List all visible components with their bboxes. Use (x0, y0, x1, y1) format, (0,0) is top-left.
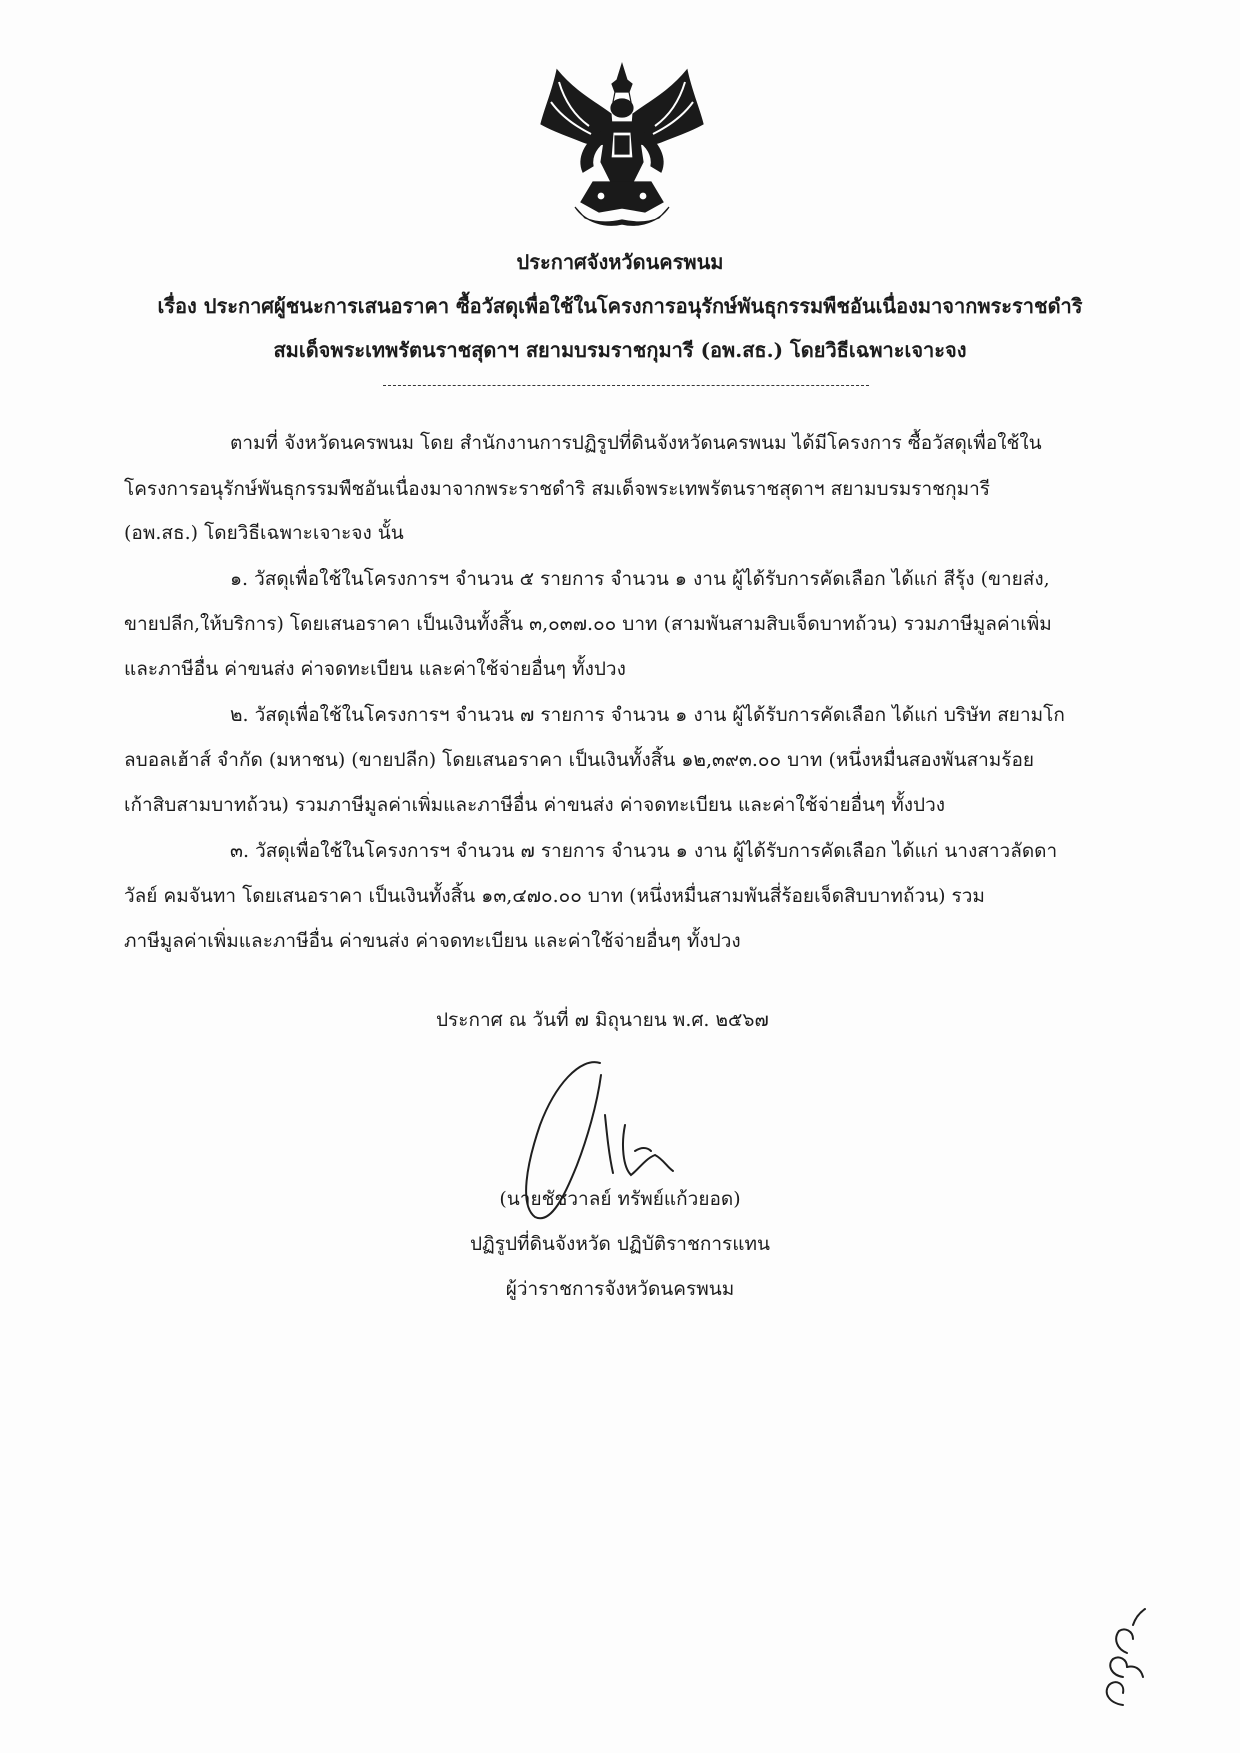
subject-line-2: สมเด็จพระเทพรัตนราชสุดาฯ สยามบรมราชกุมารี (อพ.สธ.) โดยวิธีเฉพาะเจาะจง (273, 338, 967, 362)
signatory-position-1: ปฏิรูปที่ดินจังหวัด ปฏิบัติราชการแทน (469, 1233, 771, 1255)
item-1-line-1: ๑. วัสดุเพื่อใช้ในโครงการฯ จำนวน ๕ รายการ จำนวน ๑ งาน ผู้ได้รับการคัดเลือก ได้แก่ สีรุ้ง (ขายส่ง, (230, 568, 1050, 590)
item-1-line-3: และภาษีอื่น ค่าขนส่ง ค่าจดทะเบียน และค่าใช้จ่ายอื่นๆ ทั้งปวง (124, 658, 626, 680)
item-3-line-3: ภาษีมูลค่าเพิ่มและภาษีอื่น ค่าขนส่ง ค่าจดทะเบียน และค่าใช้จ่ายอื่นๆ ทั้งปวง (124, 930, 741, 952)
intro-line-2: โครงการอนุรักษ์พันธุกรรมพืชอันเนื่องมาจากพระราชดำริ สมเด็จพระเทพรัตนราชสุดาฯ สยามบรมราชกุมารี (124, 478, 990, 500)
intro-line-3: (อพ.สธ.) โดยวิธีเฉพาะเจาะจง นั้น (124, 522, 404, 544)
item-2-line-1: ๒. วัสดุเพื่อใช้ในโครงการฯ จำนวน ๗ รายการ จำนวน ๑ งาน ผู้ได้รับการคัดเลือก ได้แก่ บริษัท สยามโก (230, 704, 1065, 726)
item-2-line-3: เก้าสิบสามบาทถ้วน) รวมภาษีมูลค่าเพิ่มและภาษีอื่น ค่าขนส่ง ค่าจดทะเบียน และค่าใช้จ่ายอื่นๆ ทั้งปวง (124, 794, 946, 816)
garuda-emblem-icon (535, 62, 710, 232)
signatory-position-2: ผู้ว่าราชการจังหวัดนครพนม (505, 1278, 735, 1300)
signatory-name: (นายชัชวาลย์ ทรัพย์แก้วยอด) (499, 1188, 741, 1210)
item-3-line-2: วัลย์ คมจันทา โดยเสนอราคา เป็นเงินทั้งสิ้น ๑๓,๔๗๐.๐๐ บาท (หนึ่งหมื่นสามพันสี่ร้อยเจ็ดสิบบาทถ้วน) รวม (124, 885, 985, 907)
initials-mark-icon (1083, 1605, 1163, 1715)
item-3-line-1: ๓. วัสดุเพื่อใช้ในโครงการฯ จำนวน ๗ รายการ จำนวน ๑ งาน ผู้ได้รับการคัดเลือก ได้แก่ นางสาวลัดดา (230, 840, 1058, 862)
issuer-title: ประกาศจังหวัดนครพนม (516, 250, 724, 274)
item-1-line-2: ขายปลีก,ให้บริการ) โดยเสนอราคา เป็นเงินทั้งสิ้น ๓,๐๓๗.๐๐ บาท (สามพันสามสิบเจ็ดบาทถ้วน) รวมภาษีมูลค่าเพิ่ม (124, 613, 1052, 635)
item-2-line-2: ลบอลเฮ้าส์ จำกัด (มหาชน) (ขายปลีก) โดยเสนอราคา เป็นเงินทั้งสิ้น ๑๒,๓๙๓.๐๐ บาท (หนึ่งหมื่นสองพันสามร้อย (124, 749, 1035, 771)
subject-line-1: เรื่อง ประกาศผู้ชนะการเสนอราคา ซื้อวัสดุเพื่อใช้ในโครงการอนุรักษ์พันธุกรรมพืชอันเนื่องมาจากพระราชดำริ (157, 294, 1083, 318)
intro-line-1: ตามที่ จังหวัดนครพนม โดย สำนักงานการปฏิรูปที่ดินจังหวัดนครพนม ได้มีโครงการ ซื้อวัสดุเพื่อใช้ใน (230, 432, 1042, 454)
divider (383, 385, 869, 386)
announcement-date: ประกาศ ณ วันที่ ๗ มิถุนายน พ.ศ. ๒๕๖๗ (436, 1009, 769, 1031)
